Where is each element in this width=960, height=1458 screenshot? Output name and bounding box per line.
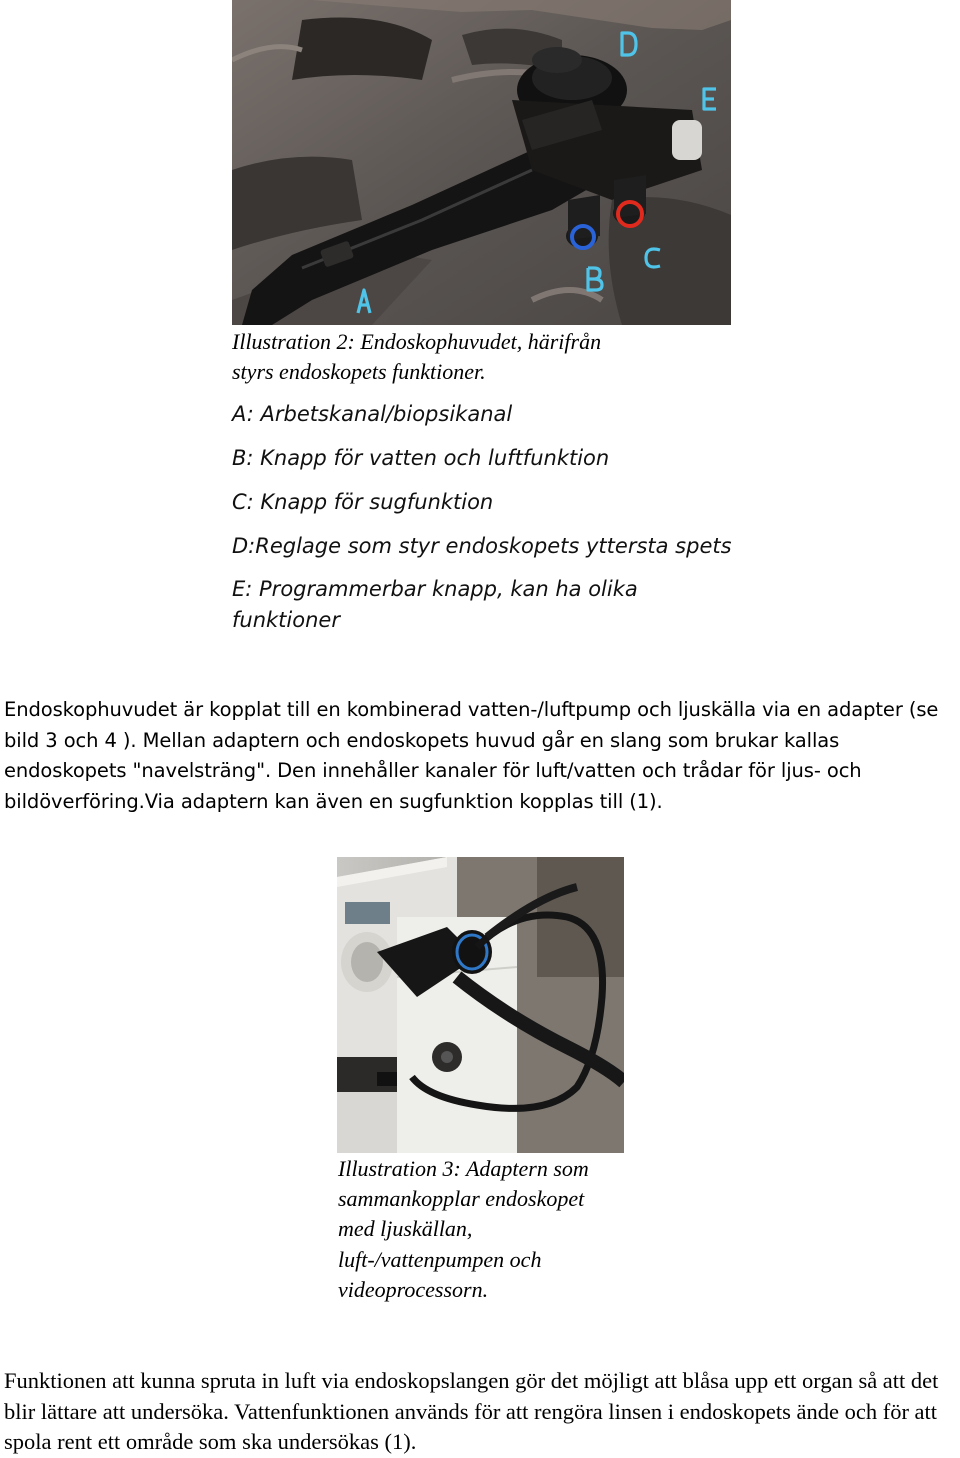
caption-line: Illustration 2: Endoskophuvudet, härifrån <box>232 329 602 354</box>
body-paragraph-2: Funktionen att kunna spruta in luft via endoskopslangen gör det möjligt att blåsa upp ett organ så att det blir lättare att undersöka. Vattenfunktionen används för att rengöra linsen i endoskopets ände och för att spola rent ett område som ska undersökas (1). <box>4 1368 939 1454</box>
caption-line: styrs endoskopets funktioner. <box>232 359 486 384</box>
endoscope-head-drawing <box>232 0 731 325</box>
legend-item-c: C: Knapp för sugfunktion <box>232 490 494 514</box>
endoscope-head-image <box>232 0 731 325</box>
legend-item-e: E: Programmerbar knapp, kan ha olika funktioner <box>232 577 638 632</box>
figure-1-caption <box>232 327 712 387</box>
body-paragraph-1: Endoskophuvudet är kopplat till en kombinerad vatten-/luftpump och ljuskälla via en adapter (se bild 3 och 4 ). Mellan adaptern och endoskopets huvud går en slang som brukar kallas endoskopets "navelsträng". Den innehåller kanaler för luft/vatten och trådar för ljus- och bildöverföring.Via adaptern kan även en sugfunktion kopplas till (1). <box>4 698 939 813</box>
adapter-image <box>337 857 624 1153</box>
figure-2-caption: Illustration 3: Adaptern som sammankopplar endoskopet med ljuskällan, luft-/vattenpumpen och videoprocessorn. <box>338 1156 589 1302</box>
legend-item-d: D:Reglage som styr endoskopets yttersta spets <box>232 534 732 558</box>
legend-item-a: A: Arbetskanal/biopsikanal <box>232 402 513 426</box>
adapter-drawing <box>337 857 624 1153</box>
legend-item-b: B: Knapp för vatten och luftfunktion <box>232 446 610 470</box>
